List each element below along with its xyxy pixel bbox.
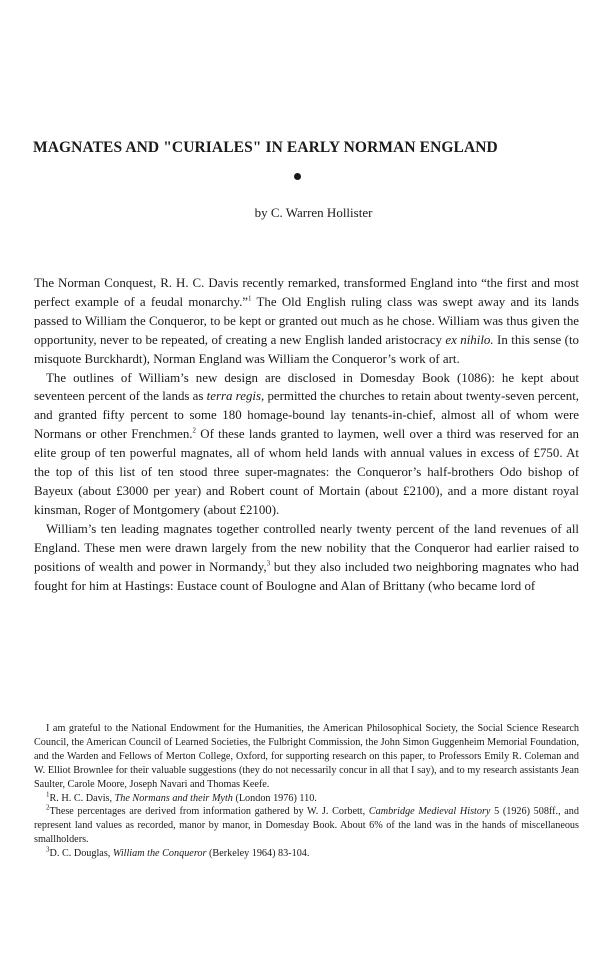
text-run: These percentages are derived from information gathered by W. J. Corbett, [49,806,369,818]
body-text [34,274,579,595]
footnote-marker: 2 [192,426,197,435]
footnote-marker: 2 [46,804,50,813]
italic-text: Cambridge Medieval History [368,806,491,818]
italic-text: The Normans and their Myth [114,792,233,804]
italic-text: ex nihilo. [445,332,494,347]
footnote-marker: 3 [266,559,271,568]
footnote-marker: 3 [46,845,50,854]
body-paragraph [34,274,579,369]
bullet-ornament [294,173,301,180]
text-run: permitted the churches to retain about twenty-seven percent, and granted fifty percent to some 180 homage-bound lay tenants-in-chief, almost all of whom were Normans or other Frenchmen. [34,389,580,442]
footnote [34,847,579,861]
text-run: but they also included two neighboring magnates who had fought for him at Hastings: Eustace count of Boulogne and Alan of Brittany (who became lord of [34,559,579,593]
footnotes [34,722,579,861]
footnote-marker: 1 [46,790,50,799]
italic-text: William the Conqueror [112,848,207,860]
footnote [34,792,579,806]
text-run: The Norman Conquest, R. H. C. Davis recently remarked, transformed England into “the first and most perfect example of a feudal monarchy.” [34,276,579,309]
text-run: D. C. Douglas, [49,848,113,860]
article-title: MAGNATES AND "CURIALES" IN EARLY NORMAN ENGLAND [33,139,498,156]
text-run: The outlines of William’s new design are disclosed in Domesday Book (1086): he kept about seventeen percent of the lands as [34,370,579,404]
footnote [34,722,579,792]
text-run: R. H. C. Davis, [49,792,115,804]
footnote [34,805,579,847]
text-run: Of these lands granted to laymen, well over a third was reserved for an elite group of ten powerful magnates, all of whom held lands with annual values in excess of £750. At the top of this list of ten stood three super-magnates: the Conqueror’s half-brothers Odo bishop of Bayeux (about £3000 per year) and Robert count of Mortain (about £2100), and a more distant royal kinsman, Roger of Montgomery (about £2100). [34,427,579,517]
body-paragraph [34,369,579,520]
italic-text: terra regis, [206,389,265,404]
text-run: William’s ten leading magnates together controlled nearly twenty percent of the land revenues of all England. These men were drawn largely from the new nobility that the Conqueror had earlier raised to positions of wealth and power in Normandy, [34,521,579,574]
text-run: I am grateful to the National Endowment for the Humanities, the American Philosophical Society, the Social Science Research Council, the American Council of Learned Societies, the Fulbright Commission, the John Simon Guggenheim Memorial Foundation, and the Warden and Fellows of Merton College, Oxford, for supporting research on this paper, to Professors Emily R. Coleman and W. Elliot Brownlee for their valuable suggestions (they do not necessarily concur in all that I say), and to my research assistants Jean Saulter, Carole Moore, Joseph Navari and Thomas Keefe. [34,723,579,790]
body-paragraph [34,520,579,596]
text-run: 5 (1926) 508ff., and represent land values as recorded, manor by manor, in Domesday Book. About 6% of the land was in the hands of miscellaneous smallholders. [34,806,579,846]
text-run: (London 1976) 110. [232,792,317,804]
text-run: The Old English ruling class was swept away and its lands passed to William the Conqueror, to be kept or granted out much as he chose. William was thus given the opportunity, never to be repeated, of creating a new English landed aristocracy [34,294,580,347]
footnote-marker: 1 [248,294,252,303]
text-run: (Berkeley 1964) 83-104. [206,848,310,860]
text-run: In this sense (to misquote Burckhardt), Norman England was William the Conqueror’s work of art. [34,332,579,366]
author-byline: by C. Warren Hollister [254,205,373,220]
